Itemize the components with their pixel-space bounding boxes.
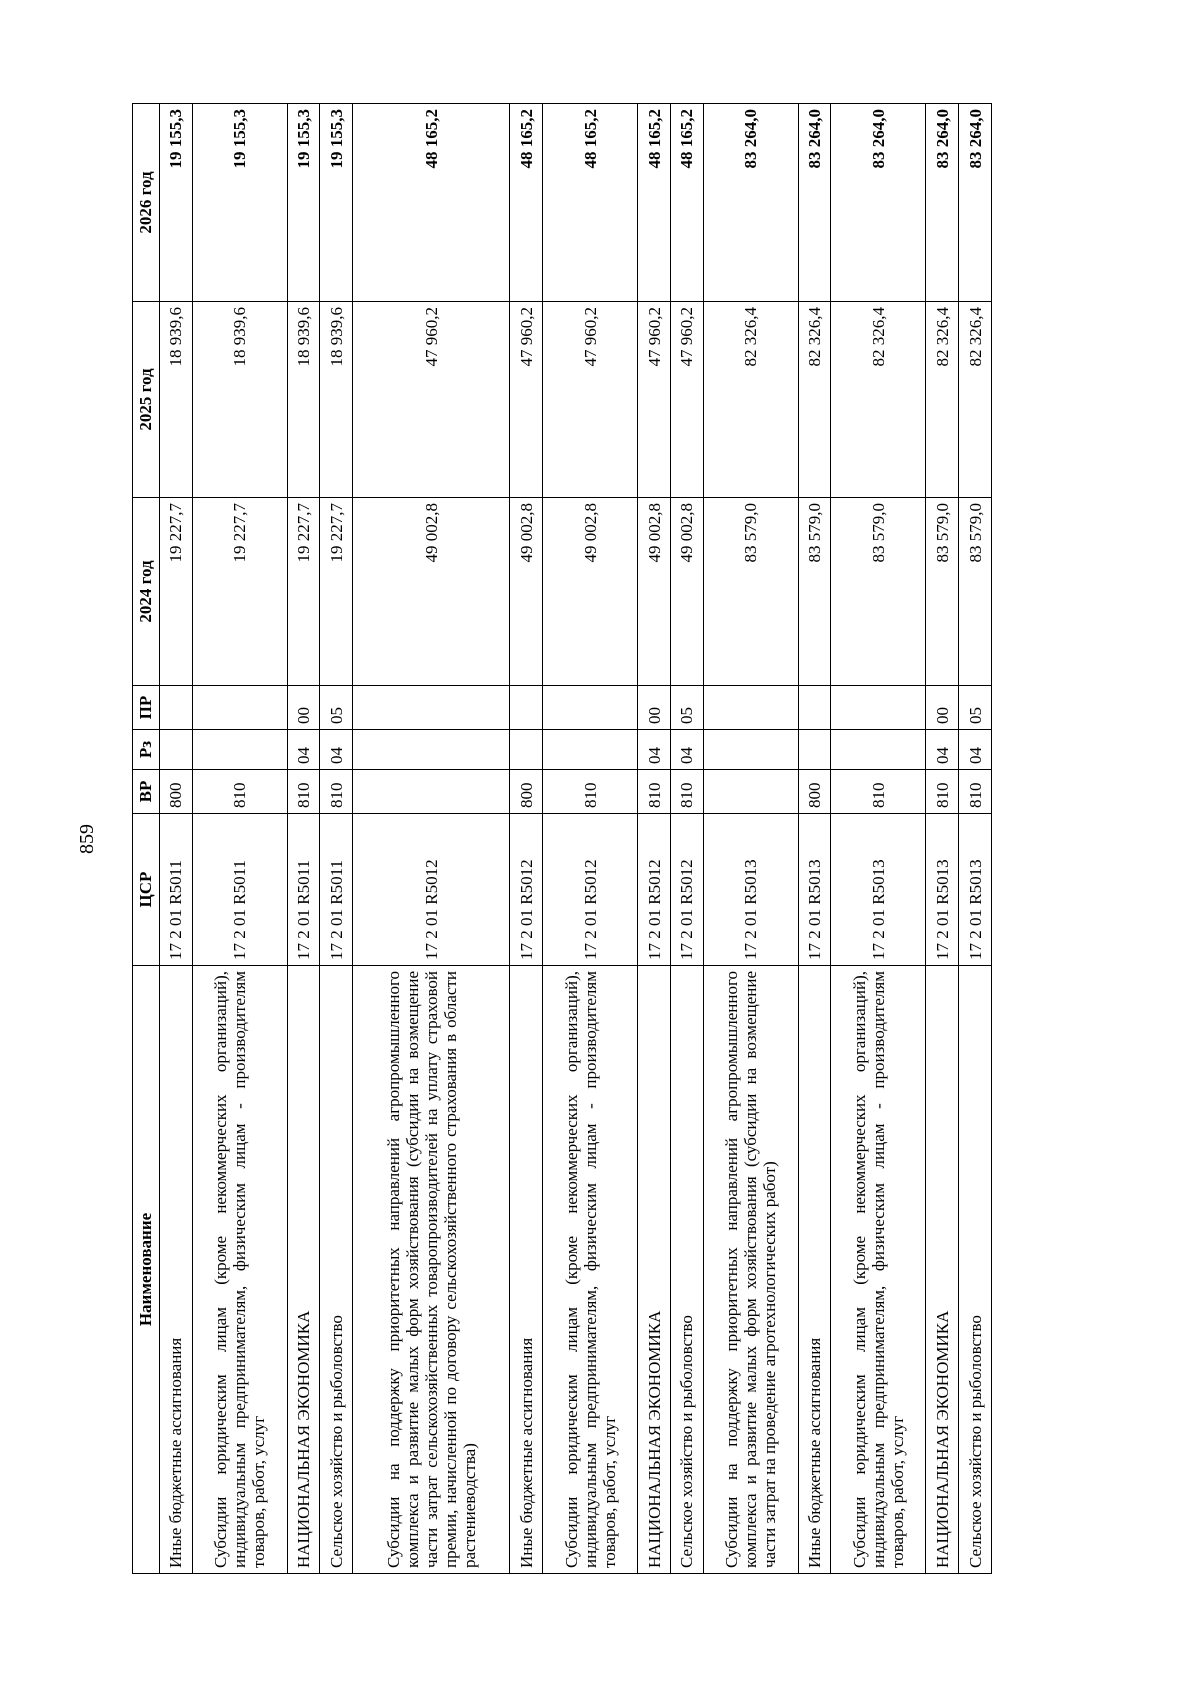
cell-rz — [703, 730, 798, 770]
table-row — [959, 104, 992, 1574]
cell-vr: 800 — [798, 770, 831, 814]
cell-csr: 17 2 01 R5011 — [320, 814, 353, 966]
cell-rz — [353, 730, 510, 770]
cell-2024: 19 227,7 — [320, 498, 353, 686]
cell-2025: 18 939,6 — [287, 302, 320, 498]
cell-rz — [798, 730, 831, 770]
cell-2026: 83 264,0 — [798, 104, 831, 302]
cell-2024: 49 002,8 — [510, 498, 543, 686]
header-2024: 2024 год — [133, 498, 160, 686]
cell-2026: 83 264,0 — [959, 104, 992, 302]
cell-name: НАЦИОНАЛЬНАЯ ЭКОНОМИКА — [287, 966, 320, 1574]
header-2025: 2025 год — [133, 302, 160, 498]
cell-pr: 05 — [959, 686, 992, 730]
cell-vr: 800 — [510, 770, 543, 814]
cell-name: Субсидии юридическим лицам (кроме некоммерческих организаций), индивидуальным предпринимателям, физическим лицам - производителям товаров, работ, услуг — [831, 966, 926, 1574]
cell-2025: 82 326,4 — [798, 302, 831, 498]
cell-2024: 83 579,0 — [959, 498, 992, 686]
cell-2026: 19 155,3 — [192, 104, 287, 302]
cell-vr: 810 — [959, 770, 992, 814]
cell-csr: 17 2 01 R5013 — [959, 814, 992, 966]
cell-2025: 47 960,2 — [638, 302, 671, 498]
cell-2026: 83 264,0 — [926, 104, 959, 302]
cell-2026: 48 165,2 — [638, 104, 671, 302]
cell-vr: 800 — [160, 770, 193, 814]
cell-2025: 18 939,6 — [192, 302, 287, 498]
cell-pr: 00 — [638, 686, 671, 730]
cell-2025: 82 326,4 — [831, 302, 926, 498]
header-vr: ВР — [133, 770, 160, 814]
page-number: 859 — [76, 824, 98, 854]
cell-pr — [798, 686, 831, 730]
cell-csr: 17 2 01 R5013 — [926, 814, 959, 966]
cell-vr — [703, 770, 798, 814]
cell-2024: 49 002,8 — [670, 498, 703, 686]
cell-pr — [510, 686, 543, 730]
cell-csr: 17 2 01 R5013 — [703, 814, 798, 966]
cell-rz — [192, 730, 287, 770]
cell-csr: 17 2 01 R5012 — [510, 814, 543, 966]
cell-name: Сельское хозяйство и рыболовство — [670, 966, 703, 1574]
cell-vr: 810 — [670, 770, 703, 814]
cell-rz: 04 — [287, 730, 320, 770]
cell-2024: 19 227,7 — [287, 498, 320, 686]
cell-rz: 04 — [320, 730, 353, 770]
cell-name: Иные бюджетные ассигнования — [510, 966, 543, 1574]
cell-pr: 05 — [320, 686, 353, 730]
cell-2024: 83 579,0 — [926, 498, 959, 686]
cell-vr: 810 — [192, 770, 287, 814]
cell-2026: 48 165,2 — [670, 104, 703, 302]
cell-csr: 17 2 01 R5012 — [670, 814, 703, 966]
cell-rz: 04 — [670, 730, 703, 770]
cell-name: Субсидии юридическим лицам (кроме некоммерческих организаций), индивидуальным предпринимателям, физическим лицам - производителям товаров, работ, услуг — [192, 966, 287, 1574]
header-2026: 2026 год — [133, 104, 160, 302]
cell-rz: 04 — [638, 730, 671, 770]
cell-2025: 47 960,2 — [510, 302, 543, 498]
cell-pr: 00 — [926, 686, 959, 730]
cell-vr: 810 — [543, 770, 638, 814]
cell-pr — [831, 686, 926, 730]
cell-pr: 05 — [670, 686, 703, 730]
cell-vr — [353, 770, 510, 814]
cell-2024: 49 002,8 — [543, 498, 638, 686]
cell-name: Субсидии на поддержку приоритетных направлений агропромышленного комплекса и развитие малых форм хозяйствования (субсидии на возмещение части затрат сельскохозяйственных товаропроизводителей на уплату страховой премии, начисленной по договору сельскохозяйственного страхования в области растениеводства) — [353, 966, 510, 1574]
table-row — [670, 104, 703, 1574]
table-row — [353, 104, 510, 1574]
cell-name: Субсидии юридическим лицам (кроме некоммерческих организаций), индивидуальным предпринимателям, физическим лицам - производителям товаров, работ, услуг — [543, 966, 638, 1574]
cell-2026: 48 165,2 — [510, 104, 543, 302]
cell-2024: 19 227,7 — [192, 498, 287, 686]
table-row — [320, 104, 353, 1574]
cell-pr — [353, 686, 510, 730]
cell-vr: 810 — [638, 770, 671, 814]
cell-2025: 82 326,4 — [959, 302, 992, 498]
table-header-row — [133, 104, 160, 1574]
table-row — [192, 104, 287, 1574]
cell-rz — [831, 730, 926, 770]
cell-2026: 19 155,3 — [320, 104, 353, 302]
header-rz: Рз — [133, 730, 160, 770]
header-csr: ЦСР — [133, 814, 160, 966]
header-pr: ПР — [133, 686, 160, 730]
cell-2025: 47 960,2 — [543, 302, 638, 498]
cell-rz: 04 — [959, 730, 992, 770]
header-name: Наименование — [133, 966, 160, 1574]
cell-pr: 00 — [287, 686, 320, 730]
cell-2025: 47 960,2 — [353, 302, 510, 498]
cell-csr: 17 2 01 R5012 — [543, 814, 638, 966]
cell-vr: 810 — [831, 770, 926, 814]
cell-pr — [543, 686, 638, 730]
cell-rz — [510, 730, 543, 770]
cell-vr: 810 — [320, 770, 353, 814]
table-row — [703, 104, 798, 1574]
cell-2025: 18 939,6 — [160, 302, 193, 498]
cell-2025: 18 939,6 — [320, 302, 353, 498]
rotated-table-container — [132, 104, 992, 1574]
cell-csr: 17 2 01 R5012 — [353, 814, 510, 966]
cell-2024: 83 579,0 — [831, 498, 926, 686]
cell-2026: 19 155,3 — [287, 104, 320, 302]
cell-2024: 49 002,8 — [638, 498, 671, 686]
cell-2025: 47 960,2 — [670, 302, 703, 498]
table-row — [926, 104, 959, 1574]
cell-name: Иные бюджетные ассигнования — [798, 966, 831, 1574]
cell-vr: 810 — [926, 770, 959, 814]
cell-2024: 83 579,0 — [798, 498, 831, 686]
cell-2024: 19 227,7 — [160, 498, 193, 686]
cell-csr: 17 2 01 R5011 — [192, 814, 287, 966]
cell-csr: 17 2 01 R5012 — [638, 814, 671, 966]
table-row — [287, 104, 320, 1574]
cell-rz — [160, 730, 193, 770]
cell-2026: 48 165,2 — [543, 104, 638, 302]
cell-name: Сельское хозяйство и рыболовство — [320, 966, 353, 1574]
cell-vr: 810 — [287, 770, 320, 814]
table-row — [160, 104, 193, 1574]
cell-2024: 83 579,0 — [703, 498, 798, 686]
cell-pr — [703, 686, 798, 730]
cell-name: Сельское хозяйство и рыболовство — [959, 966, 992, 1574]
cell-name: НАЦИОНАЛЬНАЯ ЭКОНОМИКА — [638, 966, 671, 1574]
cell-2024: 49 002,8 — [353, 498, 510, 686]
cell-csr: 17 2 01 R5013 — [831, 814, 926, 966]
cell-csr: 17 2 01 R5011 — [287, 814, 320, 966]
cell-pr — [192, 686, 287, 730]
cell-name: НАЦИОНАЛЬНАЯ ЭКОНОМИКА — [926, 966, 959, 1574]
cell-2026: 48 165,2 — [353, 104, 510, 302]
cell-name: Иные бюджетные ассигнования — [160, 966, 193, 1574]
budget-table — [132, 103, 992, 1574]
cell-2026: 19 155,3 — [160, 104, 193, 302]
table-row — [831, 104, 926, 1574]
cell-rz — [543, 730, 638, 770]
cell-name: Субсидии на поддержку приоритетных направлений агропромышленного комплекса и развитие малых форм хозяйствования (субсидии на возмещение части затрат на проведение агротехнологических работ) — [703, 966, 798, 1574]
cell-rz: 04 — [926, 730, 959, 770]
cell-csr: 17 2 01 R5011 — [160, 814, 193, 966]
cell-2025: 82 326,4 — [926, 302, 959, 498]
table-row — [543, 104, 638, 1574]
cell-2026: 83 264,0 — [703, 104, 798, 302]
cell-2025: 82 326,4 — [703, 302, 798, 498]
cell-2026: 83 264,0 — [831, 104, 926, 302]
cell-csr: 17 2 01 R5013 — [798, 814, 831, 966]
table-row — [510, 104, 543, 1574]
table-row — [638, 104, 671, 1574]
table-row — [798, 104, 831, 1574]
cell-pr — [160, 686, 193, 730]
